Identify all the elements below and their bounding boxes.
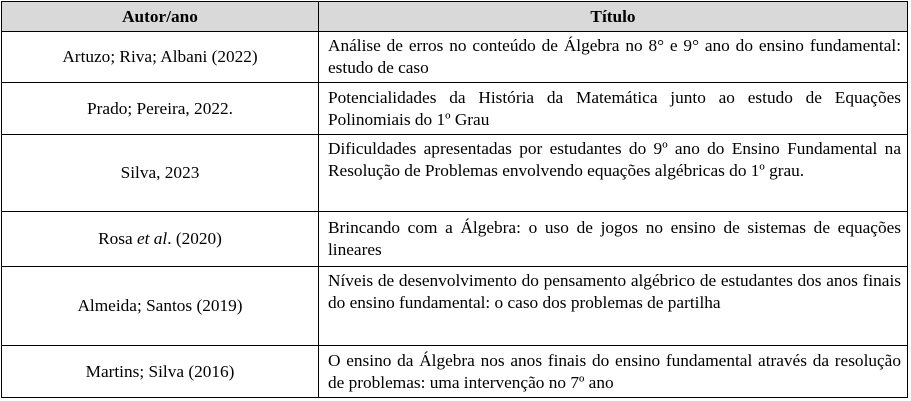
- table-row: [2, 32, 908, 83]
- author-year-cell: Artuzo; Riva; Albani (2022): [2, 32, 319, 83]
- author-name: Rosa: [98, 229, 137, 248]
- table-row: [2, 346, 908, 398]
- title-cell: O ensino da Álgebra nos anos finais do ensino fundamental através da resolução de problemas: uma intervenção no 7º ano: [319, 346, 908, 398]
- title-cell: Dificuldades apresentadas por estudantes do 9º ano do Ensino Fundamental na Resolução de Problemas envolvendo equações algébricas do 1º grau.: [319, 135, 908, 212]
- title-cell: Análise de erros no conteúdo de Álgebra no 8° e 9° ano do ensino fundamental: estudo de caso: [319, 32, 908, 83]
- references-table: [1, 1, 908, 398]
- author-year: . (2020): [167, 229, 222, 248]
- table-row: [2, 267, 908, 346]
- table-row: [2, 83, 908, 135]
- table-row: [2, 135, 908, 212]
- author-year-cell: [2, 212, 319, 267]
- title-cell: Brincando com a Álgebra: o uso de jogos no ensino de sistemas de equações lineares: [319, 212, 908, 267]
- author-year-cell: Martins; Silva (2016): [2, 346, 319, 398]
- table-row: [2, 212, 908, 267]
- title-cell: Potencialidades da História da Matemática junto ao estudo de Equações Polinomiais do 1º Grau: [319, 83, 908, 135]
- column-header-autor: Autor/ano: [2, 2, 319, 32]
- author-year-cell: Silva, 2023: [2, 135, 319, 212]
- author-year-cell: Prado; Pereira, 2022.: [2, 83, 319, 135]
- et-al-italic: et al: [136, 229, 168, 248]
- column-header-titulo: Título: [319, 2, 908, 32]
- title-cell: Níveis de desenvolvimento do pensamento algébrico de estudantes dos anos finais do ensino fundamental: o caso dos problemas de partilha: [319, 267, 908, 346]
- author-year-cell: Almeida; Santos (2019): [2, 267, 319, 346]
- table-header-row: [2, 2, 908, 32]
